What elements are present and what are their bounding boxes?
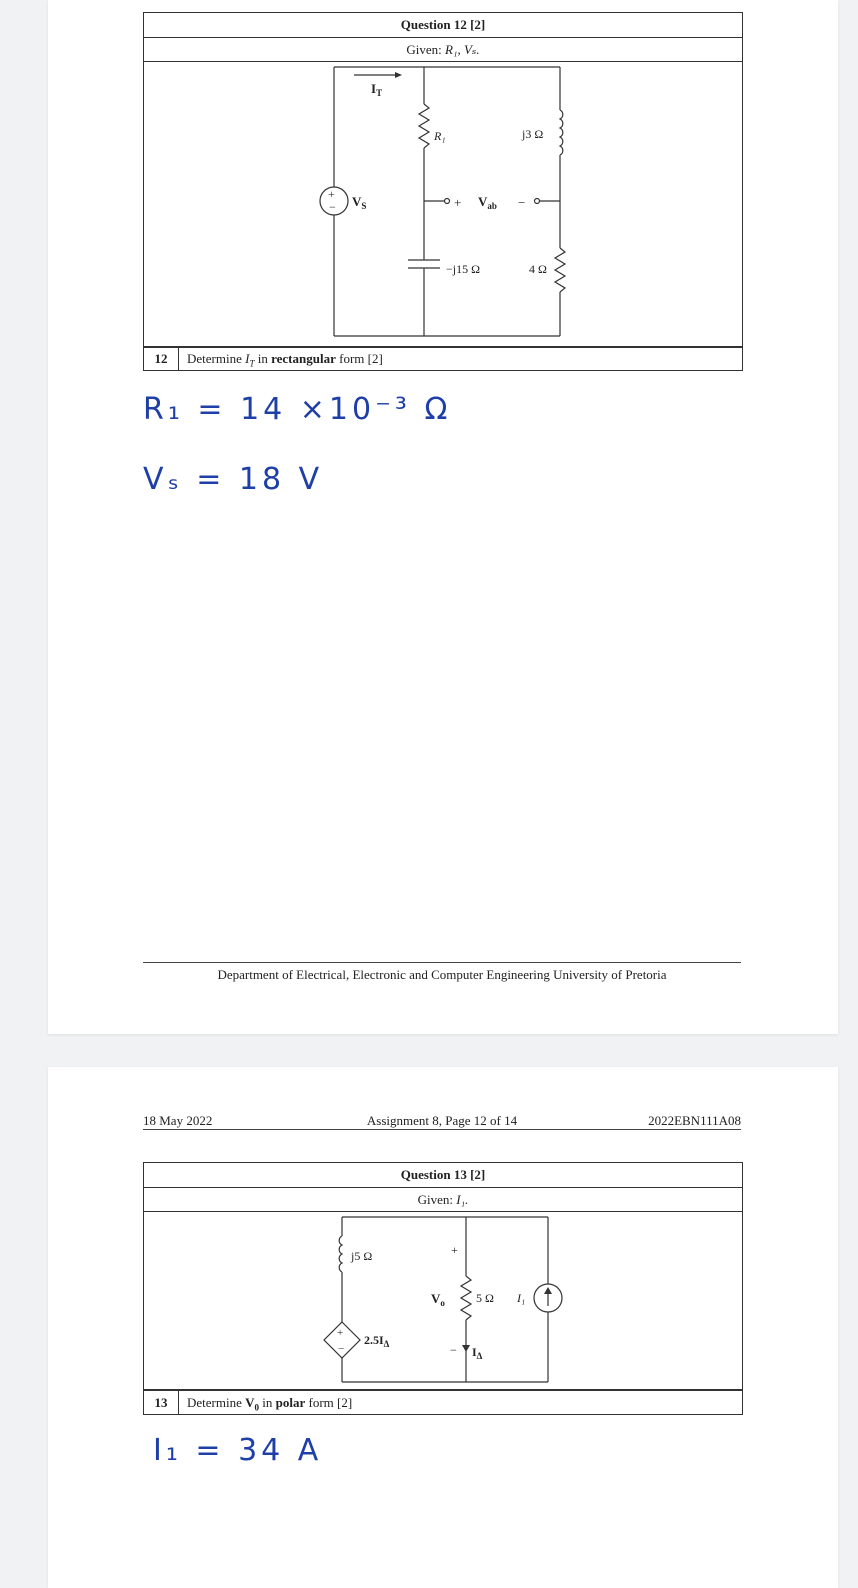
label-vab-minus: − — [518, 195, 526, 210]
label-resistor-5: 5 Ω — [476, 1291, 494, 1305]
given-prefix: Given: — [406, 42, 446, 57]
label-source-vs: $V_S$ — [352, 194, 367, 211]
page-footer: Department of Electrical, Electronic and Computer Engineering University of Pretoria — [217, 967, 667, 982]
circuit-diagram-13 — [144, 1212, 742, 1389]
question-12-box — [143, 12, 743, 348]
header-code: 2022EBN111A08 — [648, 1113, 741, 1128]
svg-text:+: + — [328, 187, 335, 201]
label-resistor-4: 4 Ω — [529, 262, 547, 276]
label-vo: $V_o$ — [431, 1291, 445, 1308]
label-minus: − — [450, 1343, 457, 1357]
determine-row-12 — [143, 346, 743, 371]
question-title: Question 13 [2] — [144, 1163, 742, 1188]
label-r1: R₁ — [434, 129, 446, 143]
question-number: 12 — [144, 347, 179, 370]
handwritten-vs: Vₛ = 18 V — [143, 462, 324, 497]
given-vars: R₁, Vₛ. — [445, 42, 480, 57]
circuit-diagram-12 — [144, 62, 742, 347]
document-page-1 — [48, 0, 838, 1034]
determine-text: Determine $V_0$ in polar form [2] — [187, 1395, 353, 1413]
label-inductor-j5: j5 Ω — [351, 1249, 373, 1263]
svg-text:−: − — [338, 1343, 345, 1355]
handwritten-r1: R₁ = 14 ×10⁻³ Ω — [143, 392, 452, 427]
svg-text:+: + — [337, 1327, 344, 1339]
question-13-box — [143, 1162, 743, 1390]
label-i-delta: $I_\Delta$ — [472, 1345, 483, 1361]
label-current-it: $I_T$ — [371, 81, 383, 98]
given-line: Given: I₁. — [144, 1188, 742, 1212]
document-page-2 — [48, 1067, 838, 1588]
determine-text: Determine $I_T$ in rectangular form [2] — [187, 351, 383, 369]
label-plus: + — [451, 1243, 458, 1257]
footer-divider — [143, 962, 741, 963]
question-number: 13 — [144, 1391, 179, 1414]
circuit-figure — [144, 1212, 742, 1389]
label-capacitor: −j15 Ω — [446, 262, 481, 276]
header-date: 18 May 2022 — [143, 1113, 213, 1128]
header-center: Assignment 8, Page 12 of 14 — [366, 1113, 518, 1128]
label-inductor-j3: j3 Ω — [522, 127, 544, 141]
question-title: Question 12 [2] — [144, 13, 742, 38]
label-current-source-i1: I₁ — [517, 1291, 526, 1305]
svg-text:−: − — [329, 200, 336, 214]
label-vab: $V_{ab}$ — [478, 194, 497, 211]
label-vab-plus: + — [454, 195, 462, 210]
circuit-figure — [144, 62, 742, 347]
given-line — [144, 38, 742, 62]
determine-row-13 — [143, 1390, 743, 1415]
label-dependent-source: $2.5I_\Delta$ — [364, 1333, 390, 1349]
handwritten-i1: I₁ = 34 A — [153, 1433, 323, 1468]
header-divider — [143, 1129, 741, 1130]
